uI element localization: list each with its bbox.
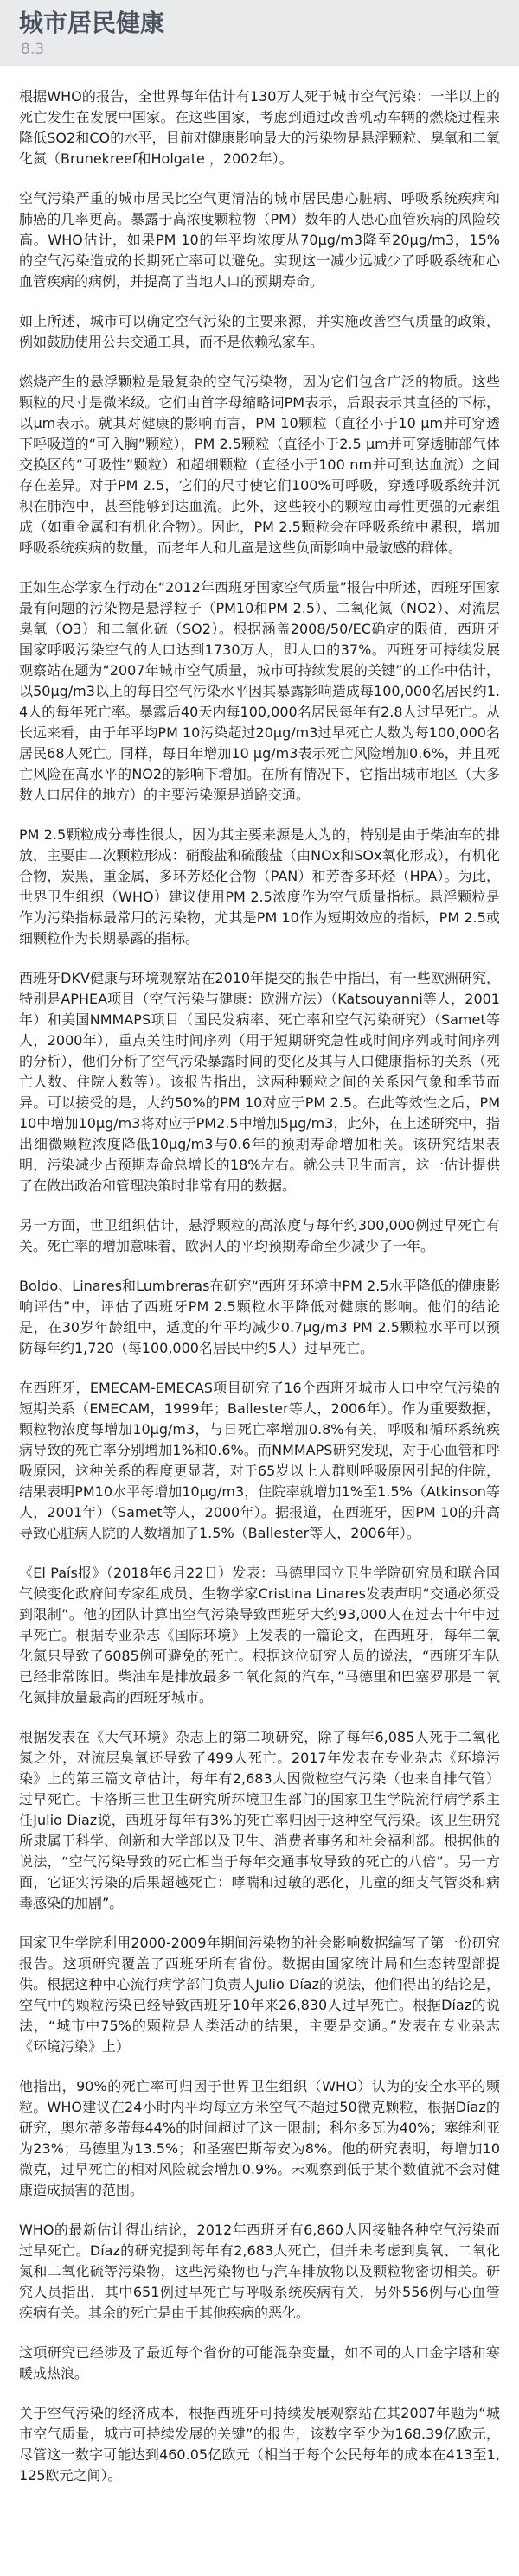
paragraph: WHO的最新估计得出结论，2012年西班牙有6,860人因接触各种空气污染而过早死亡。Díaz的研究提到每年有2,683人死亡，但并未考虑到臭氧、二氧化氮和二氧化硫等污染物，这些污染物也与汽车排放物以及颗粒物密切相关。研究人员指出，其中651例过早死亡与呼吸系统疾病有关，另外556例与心血管疾病有关。其余的死亡是由于其他疾病的恶化。 (19, 2222, 500, 2321)
paragraph: PM 2.5颗粒成分毒性很大，因为其主要来源是人为的，特别是由于柴油车的排放，主要由二次颗粒形成：硝酸盐和硫酸盐（由NOx和SOx氧化形成），有机化合物，炭黑，重金属，多环芳烃化合物（PAN）和芳香多环烃（HPA）。为此，世界卫生组织（WHO）建议使用PM 2.5浓度作为空气质量指标。悬浮颗粒是作为污染指标最常用的污染物，尤其是PM 10作为短期效应的指标，PM 2.5或细颗粒作为长期暴露的指标。 (19, 826, 500, 947)
paragraph: 如上所述，城市可以确定空气污染的主要来源，并实施改善空气质量的政策，例如鼓励使用公共交通工具，而不是依赖私家车。 (19, 313, 500, 350)
paragraph: 燃烧产生的悬浮颗粒是最复杂的空气污染物，因为它们包含广泛的物质。这些颗粒的尺寸是微米级。它们由首字母缩略词PM表示，后跟表示其直径的下标，以μm表示。就其对健康的影响而言，PM 10颗粒（直径小于10 μm并可穿透下呼吸道的“可入胸”颗粒），PM 2.5颗粒（直径小于2.5 μm并可穿透肺部气体交换区的“可吸性”颗粒）和超细颗粒（直径小于100 nm并可到达血流）之间存在差异。对于PM 2.5，它们的尺寸使它们100%可呼吸，穿透呼吸系统并沉积在肺泡中，甚至能够到达血流。此外，这些较小的颗粒由毒性更强的元素组成（如重金属和有机化合物）。因此，PM 2.5颗粒会在呼吸系统中累积，增加呼吸系统疾病的数量，而老年人和儿童是这些负面影响中最敏感的群体。 (19, 373, 500, 556)
paragraph: 在西班牙，EMECAM-EMECAS项目研究了16个西班牙城市人口中空气污染的短期关系（EMECAM，1999年；Ballester等人，2006年）。作为重要数据，颗粒物浓度每增加10μg/m3，与日死亡率增加0.8%有关，呼吸和循环系统疾病导致的死亡率分别增加1%和0.6%。而NMMAPS研究发现，对于心血管和呼吸原因，这种关系的程度更显著，对于65岁以上人群则呼吸原因引起的住院，结果表明PM10水平每增加10μg/m3，住院率就增加1%至1.5%（Atkinson等人，2001年）（Samet等人，2000年）。据报道，在西班牙，因PM 10的升高导致心脏病人院的人数增加了1.5%（Ballester等人，2006年）。 (19, 1380, 500, 1541)
article-body (0, 66, 519, 2486)
paragraph: 另一方面，世卫组织估计，悬浮颗粒的高浓度与每年约300,000例过早死亡有关。死亡率的增加意味着，欧洲人的平均预期寿命至少减少了一年。 (19, 1217, 500, 1254)
paragraph: 根据WHO的报告，全世界每年估计有130万人死于城市空气污染：一半以上的死亡发生在发展中国家。在这些国家，考虑到通过改善机动车辆的燃烧过程来降低SO2和CO的水平，目前对健康影响最大的污染物是悬浮颗粒、臭氧和二氧化氮（Brunekreef和Holgate ，2002年）。 (19, 88, 500, 167)
paragraph: 国家卫生学院利用2000-2009年期间污染物的社会影响数据编写了第一份研究报告。这项研究覆盖了西班牙所有省份。数据由国家统计局和生态转型部提供。根据这种中心流行病学部门负责人Julio Díaz的说法，他们得出的结论是，空气中的颗粒污染已经导致西班牙10年来26,830人过早死亡。根据Díaz的说法，“城市中75%的颗粒是人类活动的结果，主要是交通。”发表在专业杂志《环境污染》上） (19, 1935, 500, 2055)
paragraph: 根据发表在《大气环境》杂志上的第二项研究，除了每年6,085人死于二氧化氮之外，对流层臭氧还导致了499人死亡。2017年发表在专业杂志《环境污染》上的第三篇文章估计，每年有2,683人因微粒空气污染（也来自排气管）过早死亡。卡洛斯三世卫生研究所环境卫生部门的国家卫生学院流行病学系主任Julio Díaz说，西班牙每年有3%的死亡率归因于这种空气污染。该卫生研究所隶属于科学、创新和大学部以及卫生、消费者事务和社会福利部。根据他的说法，“空气污染导致的死亡相当于每年交通事故导致的死亡的八倍”。另一方面，它证实污染的后果超越死亡：哮喘和过敏的恶化，儿童的细支气管炎和病毒感染的加剧”。 (19, 1729, 500, 1911)
paragraph: 空气污染严重的城市居民比空气更清洁的城市居民患心脏病、呼吸系统疾病和肺癌的几率更高。暴露于高浓度颗粒物（PM）数年的人患心血管疾病的风险较高。WHO估计，如果PM 10的年平均浓度从70μg/m3降至20μg/m3，15%的空气污染造成的长期死亡率可以避免。实现这一减少远减少了呼吸系统和心血管疾病的病例，并提高了当地人口的预期寿命。 (19, 190, 500, 290)
paragraph: 正如生态学家在行动在“2012年西班牙国家空气质量”报告中所述，西班牙国家最有问题的污染物是悬浮粒子（PM10和PM 2.5）、二氧化氮（NO2）、对流层臭氧（O3）和二氧化硫（SO2）。根据涵盖2008/50/EC确定的限值，西班牙国家呼吸污染空气的人口达到1730万人，即人口的37%。西班牙可持续发展观察站在题为“2007年城市空气质量，城市可持续发展的关键”的工作中估计，以50μg/m3以上的每日空气污染水平因其暴露影响造成每100,000名居民约1.4人的每年死亡率。暴露后40天内每100,000名居民每年有2.8人过早死亡。从长远来看，由于年平均PM 10污染超过20μg/m3过早死亡人数为每100,000名居民68人死亡。同样，每日年增加10 μg/m3表示死亡风险增加0.6%，并且死亡风险在高水平的NO2的影响下增加。在所有情况下，它指出城市地区（大多数人口居住的地方）的主要污染源是道路交通。 (19, 579, 500, 803)
paragraph: Boldo、Linares和Lumbreras在研究“西班牙环境中PM 2.5水平降低的健康影响评估”中，评估了西班牙PM 2.5颗粒水平降低对健康的影响。他们的结论是，在30岁年龄组中，适度的年平均减少0.7μg/m3 PM 2.5颗粒水平可以预防每年约1,720（每100,000名居民中约5人）过早死亡。 (19, 1278, 500, 1356)
paragraph: 关于空气污染的经济成本，根据西班牙可持续发展观察站在其2007年题为“城市空气质量，城市可持续发展的关键”的报告，该数字至少为168.39亿欧元，尽管这一数字可能达到460.05亿欧元（相当于每个公民每年的成本在413至1,125欧元之间）。 (19, 2405, 500, 2484)
section-header (0, 0, 519, 66)
section-title: 城市居民健康 (19, 9, 165, 37)
paragraph: 《El País报》（2018年6月22日）发表：马德里国立卫生学院研究员和联合国气候变化政府间专家组成员、生物学家Cristina Linares发表声明“交通必须受到限制”。他的团队计算出空气污染导致西班牙大约93,000人在过去十年中过早死亡。根据专业杂志《国际环境》上发表的一篇论文，在西班牙，每年二氧化氮只导致了6085例可避免的死亡。根据这位研究人员的说法，“西班牙车队已经非常陈旧。柴油车是排放最多二氧化氮的汽车，”马德里和巴塞罗那是二氧化氮排放量最高的西班牙城市。 (19, 1565, 500, 1706)
paragraph: 西班牙DKV健康与环境观察站在2010年提交的报告中指出，有一些欧洲研究，特别是APHEA项目（空气污染与健康：欧洲方法）（Katsouyanni等人，2001年）和美国NMMAPS项目（国民发病率、死亡率和空气污染研究）（Samet等人，2000年），重点关注时间序列（用于短期研究急性或时间序列或时间序列的分析），他们分析了空气污染暴露时间的变化及其与人口健康指标的关系（死亡人数、住院人数等）。该报告指出，这两种颗粒之间的关系因气象和季节而异。可以接受的是，大约50%的PM 10对应于PM 2.5。在此等效性之后，PM10中增加10μg/m3将对应于PM2.5中增加5μg/m3，此外，在上述研究中，指出细微颗粒浓度降低10μg/m3与0.6年的预期寿命增加相关。该研究结果表明，污染减少占预期寿命总增长的18%左右。就公共卫生而言，这一估计提供了在做出政治和管理决策时非常有用的数据。 (19, 970, 500, 1194)
paragraph: 这项研究已经涉及了最近每个省份的可能混杂变量，如不同的人口金字塔和寒暖成热浪。 (19, 2344, 500, 2382)
section-number: 8.3 (21, 41, 45, 58)
paragraph: 他指出，90%的死亡率可归因于世界卫生组织（WHO）认为的安全水平的颗粒。WHO建议在24小时内平均每立方米空气不超过50微克颗粒，根据Díaz的研究，奥尔蒂多蒂每44%的时间超过了这一限制；科尔多瓦为40%；塞维利亚为23%；马德里为13.5%；和圣塞巴斯蒂安为8%。他的研究表明，每增加10微克，过早死亡的相对风险就会增加0.9%。未观察到低于某个数值就不会对健康造成损害的范围。 (19, 2078, 500, 2198)
